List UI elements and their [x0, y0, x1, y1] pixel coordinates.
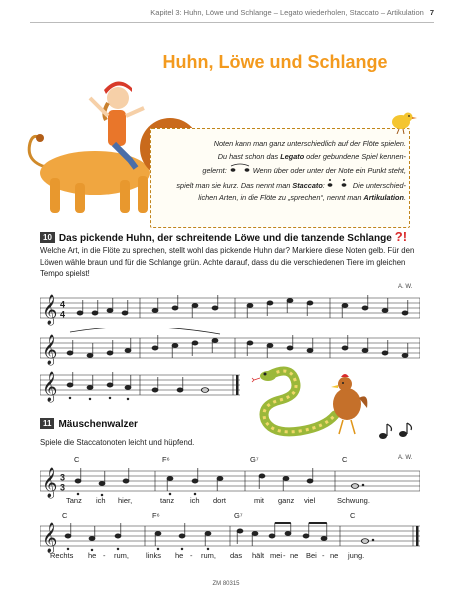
info-line-2: Du hast schon das Legato oder gebundene Spiel kennen- [217, 151, 406, 161]
bird-illustration [384, 108, 418, 134]
chord-symbol: C [342, 455, 348, 464]
page-title: Huhn, Löwe und Schlange [162, 52, 388, 72]
page-number: 7 [429, 8, 434, 17]
chord-symbol: F⁶ [162, 455, 170, 464]
exercise-10-title: 10 Das pickende Huhn, der schreitende Löwe und die tanzende Schlange ?! [40, 229, 407, 244]
staccato-term: Staccato [292, 180, 323, 190]
svg-text:4: 4 [60, 299, 66, 310]
exercise-number: 10 [40, 232, 55, 243]
exercise-11-title: 11 Mäuschenwalzer [40, 418, 138, 430]
svg-text:3: 3 [60, 472, 66, 483]
articulation-term: Artikulation [363, 193, 404, 202]
chapter-title: Kapitel 3: Huhn, Löwe und Schlange – Legato wiederholen, Staccato – Artikulation [150, 8, 424, 17]
exercise-number: 11 [40, 418, 54, 429]
chord-symbol: G⁷ [234, 511, 243, 520]
legato-term: Legato [280, 151, 305, 161]
legato-symbol-icon [229, 163, 251, 173]
info-line-1: Noten kann man ganz unterschiedlich auf der Flöte spielen. [213, 139, 406, 148]
exercise-11-instructions: Spiele die Staccatonoten leicht und hüpfend. [40, 438, 195, 447]
treble-clef-icon: 𝄞 [42, 468, 58, 498]
info-line-4: spielt man sie kurz. Das nennt man Staccato: Die unterschied- [156, 178, 406, 193]
staccato-symbol-icon [325, 178, 351, 188]
info-text [156, 138, 406, 205]
chord-symbol: C [74, 455, 80, 464]
chicken-illustration [325, 368, 370, 436]
composer-credit: A. W. [398, 284, 413, 290]
chord-symbol: F⁶ [152, 511, 160, 520]
music-staff-5 [40, 516, 420, 556]
exclamation-icon: ?! [394, 229, 408, 244]
exercise-10-instructions: Welche Art, in die Flöte zu sprechen, stellt wohl das pickende Huhn dar? Markiere diese Noten gelb. Für den Löwen wähle braun und für die Schlange grün. Achte darauf, dass du die verschiedenen Tiere im gleichen Tempo spielst! [40, 246, 415, 278]
music-staff-4 [40, 461, 420, 501]
page: Kapitel 3: Huhn, Löwe und Schlange – Legato wiederholen, Staccato – Artikulation 7 Huhn, Löwe und Schlange Noten kann man ganz unterschiedlich auf der Flöte spielen. Du hast schon das Legato oder gebundene Spiel kennen- gelernt: Wenn über oder unter der Note ein Punkt steht, spielt man sie kurz. Das nennt man Staccato: Die unterschied- lichen Arten, in die Flöte zu „sprechen“, nennt man Artikulation. 10 Das pickende Huhn, der schreitende Löwe und die tanzende Schlange ?! Welche Art, in die Flöte zu sprechen, stellt wohl das pickende Huhn dar? Markiere diese Noten gelb. Für den Löwen wähle braun und für die Schlange grün. Achte darauf, dass du die verschiedenen Tiere im gleichen Tempo spielst! A. W. 𝄞 4 4 𝄞 𝄞 11 Mäuschenwalzer Spiele die Staccatonoten leicht und hüpfend. A. W. C F⁶ G⁷ C 𝄞 3 3 Tanz ich hier, tanz ich dort mit ganz viel Schwung. C F⁶ G⁷ C 𝄞 Rechts he - rum, links he - rum, das hält mei - ne Bei - ne jung. ZM 80315 [0, 0, 452, 600]
footer-code: ZM 80315 [212, 581, 240, 587]
chord-symbol: G⁷ [250, 455, 259, 464]
chord-symbol: C [350, 511, 356, 520]
svg-text:3: 3 [60, 482, 66, 493]
treble-clef-icon: 𝄞 [42, 523, 58, 553]
info-line-3: gelernt: Wenn über oder unter der Note ein Punkt steht, [156, 163, 406, 178]
composer-credit: A. W. [398, 455, 413, 461]
info-line-5: lichen Arten, in die Flöte zu „sprechen“, nennt man Artikulation. [198, 193, 406, 202]
treble-clef-icon: 𝄞 [42, 295, 58, 325]
running-header [40, 8, 434, 22]
svg-text:4: 4 [60, 309, 66, 320]
header-rule [30, 22, 434, 23]
chord-symbol: C [62, 511, 68, 520]
music-staff-3 [40, 365, 240, 405]
treble-clef-icon: 𝄞 [42, 335, 58, 365]
music-staff-1 [40, 288, 420, 328]
music-staff-2 [40, 328, 420, 368]
treble-clef-icon: 𝄞 [42, 372, 58, 402]
